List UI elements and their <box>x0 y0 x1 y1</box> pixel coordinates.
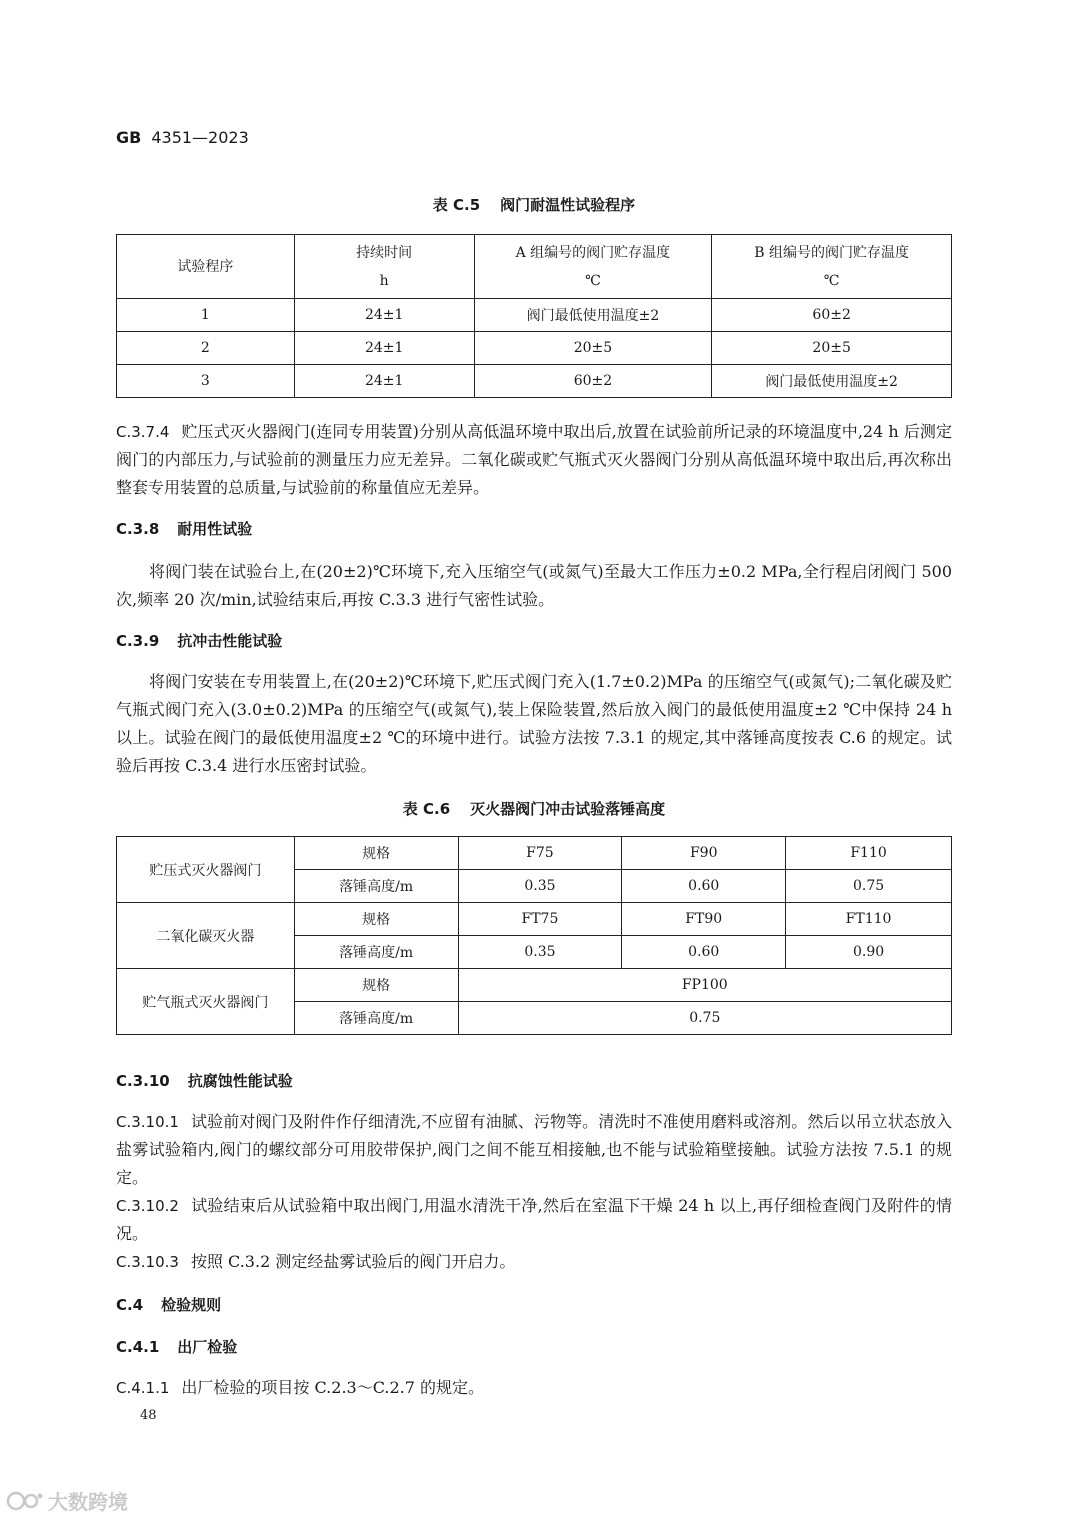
heading-c41 <box>116 1336 237 1357</box>
table-c5-header-row <box>117 235 952 299</box>
clause-number: C.3.10.2 <box>116 1197 179 1215</box>
watermark <box>6 1486 128 1515</box>
table-cell: 24±1 <box>294 299 474 332</box>
watermark-logo-icon <box>6 1488 44 1514</box>
table-cell: 3 <box>117 365 295 398</box>
clause-number: C.3.10.3 <box>116 1253 179 1271</box>
table-cell: 0.75 <box>458 1002 951 1035</box>
table-cell: 0.35 <box>458 870 622 903</box>
page-number: 48 <box>140 1408 157 1423</box>
heading-title: 耐用性试验 <box>177 520 253 538</box>
table-cell: 阀门最低使用温度±2 <box>712 365 952 398</box>
heading-number: C.3.8 <box>116 520 160 538</box>
clause-text: 试验结束后从试验箱中取出阀门,用温水清洗干净,然后在室温下干燥 24 h 以上,再仔细检查阀门及附件的情况。 <box>116 1196 952 1243</box>
table-row <box>117 332 952 365</box>
group-name-cell: 贮气瓶式灭火器阀门 <box>117 969 295 1035</box>
table-cell: 24±1 <box>294 332 474 365</box>
table-cell: 0.35 <box>458 936 622 969</box>
heading-c4 <box>116 1294 221 1315</box>
clause-text: 贮压式灭火器阀门(连同专用装置)分别从高低温环境中取出后,放置在试验前所记录的环境温度中,24 h 后测定阀门的内部压力,与试验前的测量压力应无差异。二氧化碳或贮气瓶式灭火器阀门分别从高低温环境中取出后,再次称出整套专用装置的总质量,与试验前的称量值应无差异。 <box>116 422 952 497</box>
group-name-cell: 贮压式灭火器阀门 <box>117 837 295 903</box>
watermark-text: 大数跨境 <box>48 1490 128 1514</box>
table-cell: F90 <box>622 837 786 870</box>
clause-number: C.3.10.1 <box>116 1113 179 1131</box>
table-cell: 60±2 <box>712 299 952 332</box>
table-c5-header-cell: 试验程序 <box>117 235 295 299</box>
clause-c3102 <box>116 1192 952 1248</box>
heading-title: 检验规则 <box>161 1296 222 1314</box>
table-cell: 2 <box>117 332 295 365</box>
table-cell: FP100 <box>458 969 951 1002</box>
table-c5-number: 表 C.5 <box>432 196 481 214</box>
standard-number: 4351—2023 <box>151 128 249 147</box>
heading-c38 <box>116 518 252 539</box>
clause-number: C.4.1.1 <box>116 1379 170 1397</box>
clause-text: 出厂检验的项目按 C.2.3～C.2.7 的规定。 <box>181 1378 485 1397</box>
heading-c39 <box>116 630 282 651</box>
heading-title: 抗冲击性能试验 <box>177 632 283 650</box>
table-cell: 60±2 <box>474 365 712 398</box>
table-c6-caption <box>116 798 952 819</box>
standard-code <box>116 128 249 147</box>
table-cell: 0.60 <box>622 870 786 903</box>
table-c5 <box>116 234 952 398</box>
row-label-cell: 规格 <box>294 969 458 1002</box>
heading-number: C.4.1 <box>116 1338 160 1356</box>
table-cell: FT90 <box>622 903 786 936</box>
table-cell: 0.60 <box>622 936 786 969</box>
heading-number: C.4 <box>116 1296 144 1314</box>
group-name-cell: 二氧化碳灭火器 <box>117 903 295 969</box>
clause-number: C.3.7.4 <box>116 423 170 441</box>
table-c6-title: 灭火器阀门冲击试验落锤高度 <box>470 800 666 818</box>
table-cell: FT75 <box>458 903 622 936</box>
table-cell: 1 <box>117 299 295 332</box>
table-cell: 24±1 <box>294 365 474 398</box>
table-c5-header-cell: B 组编号的阀门贮存温度 ℃ <box>712 235 952 299</box>
table-c6 <box>116 836 952 1035</box>
table-cell: 0.90 <box>786 936 952 969</box>
heading-c310 <box>116 1070 293 1091</box>
row-label-cell: 规格 <box>294 903 458 936</box>
heading-title: 出厂检验 <box>177 1338 238 1356</box>
table-row <box>117 365 952 398</box>
table-row <box>117 837 952 870</box>
row-label-cell: 落锤高度/m <box>294 936 458 969</box>
table-row <box>117 299 952 332</box>
table-c5-header-cell: A 组编号的阀门贮存温度 ℃ <box>474 235 712 299</box>
table-c6-number: 表 C.6 <box>402 800 451 818</box>
clause-text: 按照 C.3.2 测定经盐雾试验后的阀门开启力。 <box>190 1252 516 1271</box>
heading-number: C.3.9 <box>116 632 160 650</box>
table-cell: F110 <box>786 837 952 870</box>
clause-c39-text: 将阀门安装在专用装置上,在(20±2)℃环境下,贮压式阀门充入(1.7±0.2)MPa 的压缩空气(或氮气);二氧化碳及贮气瓶式阀门充入(3.0±0.2)MPa 的压缩空气(或氮气),装上保险装置,然后放入阀门的最低使用温度±2 ℃中保持 24 h 以上。试验在阀门的最低使用温度±2 ℃的环境中进行。试验方法按 7.3.1 的规定,其中落锤高度按表 C.6 的规定。试验后再按 C.3.4 进行水压密封试验。 <box>116 672 952 775</box>
row-label-cell: 规格 <box>294 837 458 870</box>
row-label-cell: 落锤高度/m <box>294 1002 458 1035</box>
table-c5-title: 阀门耐温性试验程序 <box>500 196 636 214</box>
clause-text: 试验前对阀门及附件作仔细清洗,不应留有油腻、污物等。清洗时不准使用磨料或溶剂。然后以吊立状态放入盐雾试验箱内,阀门的螺纹部分可用胶带保护,阀门之间不能互相接触,也不能与试验箱壁接触。试验方法按 7.5.1 的规定。 <box>116 1112 952 1187</box>
row-label-cell: 落锤高度/m <box>294 870 458 903</box>
table-cell: 0.75 <box>786 870 952 903</box>
standard-prefix: GB <box>116 128 142 147</box>
table-c5-caption <box>116 194 952 215</box>
clause-c411 <box>116 1374 952 1402</box>
table-row <box>117 969 952 1002</box>
table-row <box>117 903 952 936</box>
table-cell: FT110 <box>786 903 952 936</box>
table-cell: 20±5 <box>474 332 712 365</box>
heading-title: 抗腐蚀性能试验 <box>187 1072 293 1090</box>
table-cell: F75 <box>458 837 622 870</box>
heading-number: C.3.10 <box>116 1072 170 1090</box>
table-c5-header-cell: 持续时间 h <box>294 235 474 299</box>
clause-c374 <box>116 418 952 502</box>
clause-c38-text: 将阀门装在试验台上,在(20±2)℃环境下,充入压缩空气(或氮气)至最大工作压力±0.2 MPa,全行程启闭阀门 500 次,频率 20 次/min,试验结束后,再按 C.3.3 进行气密性试验。 <box>116 562 952 609</box>
table-cell: 阀门最低使用温度±2 <box>474 299 712 332</box>
clause-c3103 <box>116 1248 952 1276</box>
clause-c3101 <box>116 1108 952 1192</box>
table-cell: 20±5 <box>712 332 952 365</box>
